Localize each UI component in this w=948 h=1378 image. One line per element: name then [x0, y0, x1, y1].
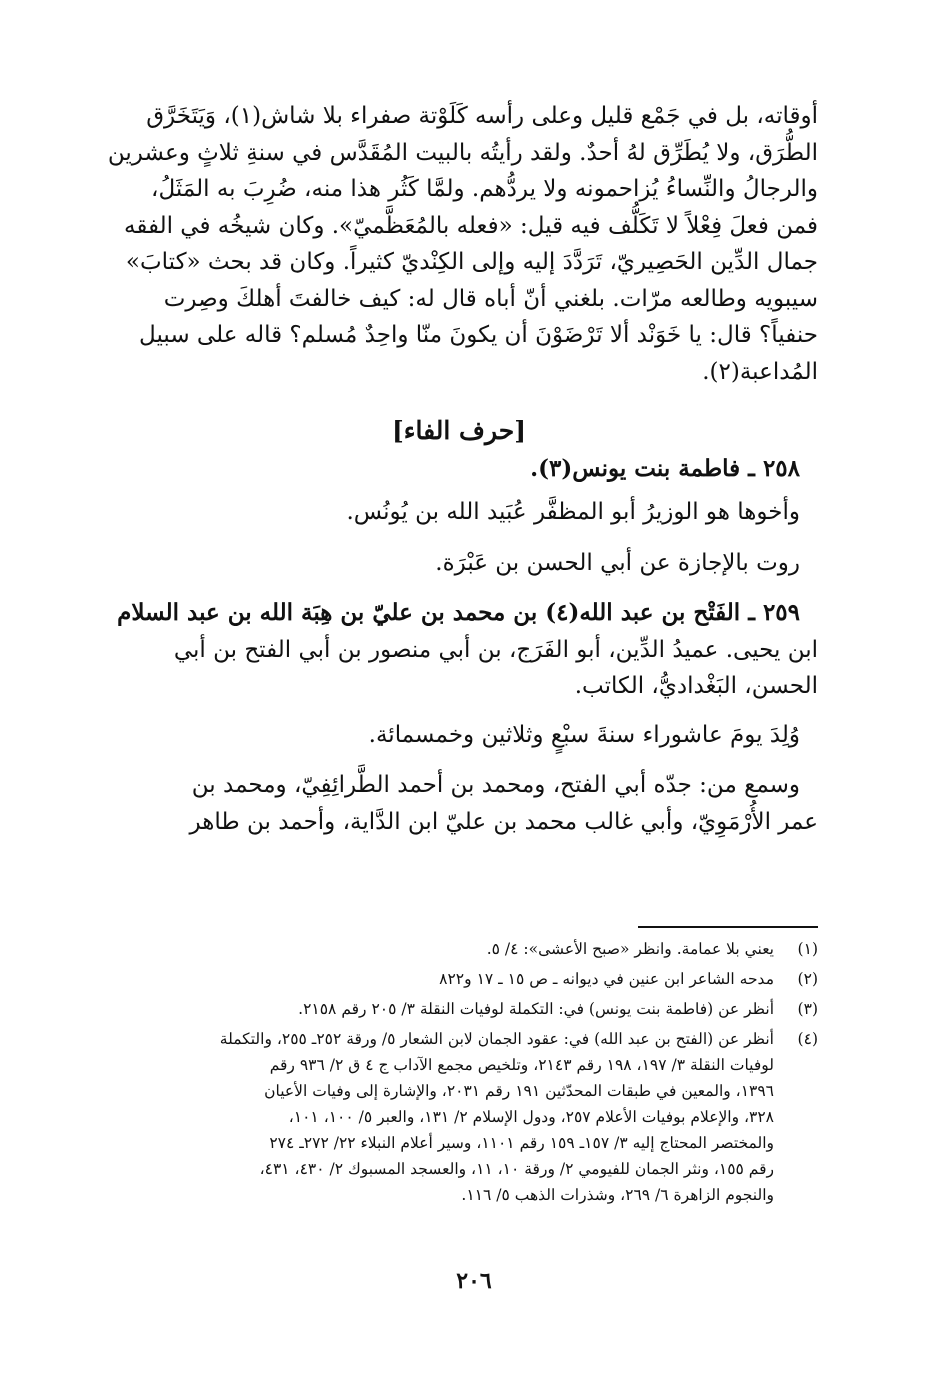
text-line: عمر الأُرْمَوِيّ، وأبي غالب محمد بن عليّ ابن الدَّاية، وأحمد بن طاهر: [189, 808, 818, 835]
text-line: ابن يحيى. عميدُ الدِّين، أبو الفَرَج، بن أبي منصور بن أبي الفتح بن أبي: [173, 636, 818, 663]
footnote-text: [100, 1026, 774, 1208]
footnote-line: يعني بلا عمامة. وانظر «صبح الأعشى»: ٤/ ٥.: [486, 940, 774, 958]
entry-259-heading: [100, 595, 818, 705]
footnote-line: ٣٢٨، والإعلام بوفيات الأعلام ٢٥٧، ودول الإسلام ٢/ ١٣١، والعبر ٥/ ١٠٠، ١٠١،: [288, 1108, 774, 1126]
footnote-number: (٤): [797, 1030, 818, 1048]
footnote-number: (١): [797, 940, 818, 958]
footnote-line: ١٣٩٦، والمعين في طبقات المحدّثين ١٩١ رقم ٢٠٣١، والإشارة إلى وفيات الأعيان: [264, 1082, 774, 1100]
footnotes: [100, 936, 818, 1212]
text-line: المُداعبة(٢).: [702, 358, 818, 385]
main-text: [100, 98, 818, 840]
text-line: سيبويه وطالعه مرّات. بلغني أنّ أباه قال له: كيف خالفتَ أهلكَ وصِرت: [163, 285, 818, 312]
footnote-text: [100, 966, 774, 992]
text-line: فمن فعلَ فِعْلاً لا تَكَلُّف فيه قيل: «فعله بالمُعَظَّميّ». وكان شيخُه في الفقه: [123, 212, 818, 239]
paragraph-continuation: [100, 98, 818, 390]
footnote-1: [100, 936, 818, 962]
footnote-divider: [638, 926, 818, 928]
section-heading: [حرف الفاء]: [391, 416, 527, 445]
footnote-line: أنظر عن (الفتح بن عبد الله) في: عقود الجمان لابن الشعار ٥/ ورقة ٢٥٢ـ ٢٥٥، والتكملة: [219, 1030, 774, 1048]
text-line: وسمع من: جدّه أبي الفتح، ومحمد بن أحمد الطَّرائِفِيّ، ومحمد بن: [191, 772, 800, 798]
text-line: أوقاته، بل في جَمْع قليل وعلى رأسه كَلَوْتة صفراء بلا شاش(١)، وَيَتَخَرَّق: [146, 103, 818, 129]
footnote-number: (٢): [797, 970, 818, 988]
entry-259-teachers: [100, 767, 818, 840]
footnote-text: [100, 936, 774, 962]
page-number: ٢٠٦: [456, 1268, 492, 1294]
footnote-3: [100, 996, 818, 1022]
footnote-line: أنظر عن (فاطمة بنت يونس) في: التكملة لوفيات النقلة ٣/ ٢٠٥ رقم ٢١٥٨.: [298, 1000, 774, 1018]
text-line: الحسن، البَغْداديُّ، الكاتب.: [574, 673, 818, 699]
text-line: والرجالُ والنِّساءُ يُزاحمونه ولا يردُّهم. ولمَّا كَثُر هذا منه، ضُرِبَ به المَثَلُ،: [151, 176, 818, 202]
footnote-line: والنجوم الزاهرة ٦/ ٢٦٩، وشذرات الذهب ٥/ ١١٦.: [461, 1186, 774, 1204]
footnote-text: [100, 996, 774, 1022]
text-line: الطُّرَق، ولا يُطَرِّق لهُ أحدٌ. ولقد رأيتُه بالبيت المُقَدَّس في سنةِ ثلاثٍ وعشرين: [107, 139, 818, 166]
text-line: جمال الدِّين الحَصِيريّ، تَرَدَّدَ إليه وإلى الكِنْديّ كثيراً. وكان قد بحث «كتابَ»: [125, 249, 818, 275]
footnote-line: مدحه الشاعر ابن عنين في ديوانه ـ ص ١٥ ـ ١٧ و٨٢٢: [439, 970, 774, 988]
footnote-line: رقم ١٥٥، ونثر الجمان للفيومي ٢/ ورقة ١٠، ١١، والعسجد المسبوك ٢/ ٤٣٠، ٤٣١،: [259, 1160, 774, 1178]
entry-258-line-2: روت بالإجازة عن أبي الحسن بن عَبْرَة.: [435, 549, 800, 576]
footnote-2: [100, 966, 818, 992]
footnote-line: لوفيات النقلة ٣/ ١٩٧، ١٩٨ رقم ٢١٤٣، وتلخيص مجمع الآداب ج ٤ ق ٢/ ٩٣٦ رقم: [269, 1056, 774, 1074]
text-line: حنفياً؟ قال: يا خَوَنْد ألا تَرْضَوْنَ أن يكونَ منّا واحِدٌ مُسلم؟ قاله على سبيل: [139, 322, 818, 348]
footnote-number: (٣): [797, 1000, 818, 1018]
footnote-line: والمختصر المحتاج إليه ٣/ ١٥٧ـ ١٥٩ رقم ١١٠١، وسير أعلام النبلاء ٢٢/ ٢٧٢ـ ٢٧٤: [269, 1134, 774, 1152]
entry-258-heading: ٢٥٨ ـ فاطمة بنت يونس(٣).: [530, 455, 800, 482]
text-line: ٢٥٩ ـ الفَتْح بن عبد الله(٤) بن محمد بن عليّ بن هِبَة الله بن عبد السلام: [117, 599, 800, 626]
entry-259-birth: وُلِدَ يومَ عاشوراء سنةَ سبْعٍ وثلاثين وخمسمائة.: [368, 721, 800, 748]
footnote-4: [100, 1026, 818, 1208]
entry-258-line-1: وأخوها هو الوزيرُ أبو المظفَّر عُبَيد الله بن يُونُس.: [346, 499, 800, 525]
